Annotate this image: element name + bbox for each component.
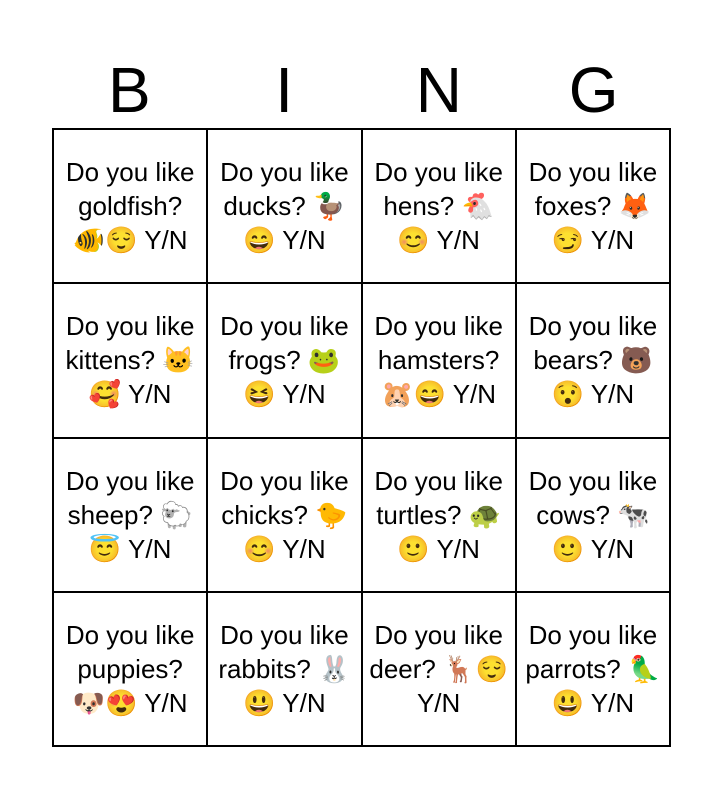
cell-text: Do you like kittens? 🐱🥰 Y/N <box>65 311 195 410</box>
cell-text: Do you like ducks? 🦆😄 Y/N <box>220 157 349 256</box>
cell-text: Do you like frogs? 🐸😆 Y/N <box>220 311 349 410</box>
cell-text: Do you like bears? 🐻😯 Y/N <box>528 311 658 410</box>
bingo-cell[interactable] <box>53 592 207 746</box>
cell-text: Do you like rabbits? 🐰😃 Y/N <box>218 619 351 718</box>
bingo-cell[interactable] <box>362 592 516 746</box>
bingo-cell[interactable] <box>362 283 516 437</box>
bingo-cell[interactable] <box>53 438 207 592</box>
cell-text: Do you like puppies? 🐶😍 Y/N <box>65 619 195 718</box>
bingo-cell[interactable] <box>207 592 361 746</box>
bingo-card <box>52 128 671 747</box>
header-letter-i: I <box>275 54 294 126</box>
bingo-cell[interactable] <box>53 283 207 437</box>
cell-text: Do you like deer? 🦌😌 Y/N <box>369 619 508 718</box>
cell-text: Do you like chicks? 🐤😊 Y/N <box>220 465 349 564</box>
cell-text: Do you like hens? 🐔😊 Y/N <box>374 157 503 256</box>
cell-text: Do you like foxes? 🦊😏 Y/N <box>528 157 658 256</box>
cell-text: Do you like turtles? 🐢🙂 Y/N <box>374 465 503 564</box>
header-letter-g: G <box>568 54 619 126</box>
header-letter-n: N <box>415 54 462 126</box>
header-letter-b: B <box>108 54 151 126</box>
cell-text: Do you like hamsters? 🐹😄 Y/N <box>374 311 503 410</box>
bingo-header <box>52 52 671 128</box>
bingo-cell[interactable] <box>207 283 361 437</box>
cell-text: Do you like parrots? 🦜😃 Y/N <box>525 619 661 718</box>
bingo-cell[interactable] <box>516 283 670 437</box>
bingo-cell[interactable] <box>362 129 516 283</box>
bingo-cell[interactable] <box>207 129 361 283</box>
bingo-cell[interactable] <box>516 129 670 283</box>
cell-text: Do you like goldfish? 🐠😌 Y/N <box>65 157 195 256</box>
bingo-cell[interactable] <box>362 438 516 592</box>
bingo-cell[interactable] <box>207 438 361 592</box>
bingo-cell[interactable] <box>53 129 207 283</box>
bingo-cell[interactable] <box>516 438 670 592</box>
bingo-cell[interactable] <box>516 592 670 746</box>
cell-text: Do you like cows? 🐄🙂 Y/N <box>528 465 658 564</box>
cell-text: Do you like sheep? 🐑😇 Y/N <box>65 465 195 564</box>
